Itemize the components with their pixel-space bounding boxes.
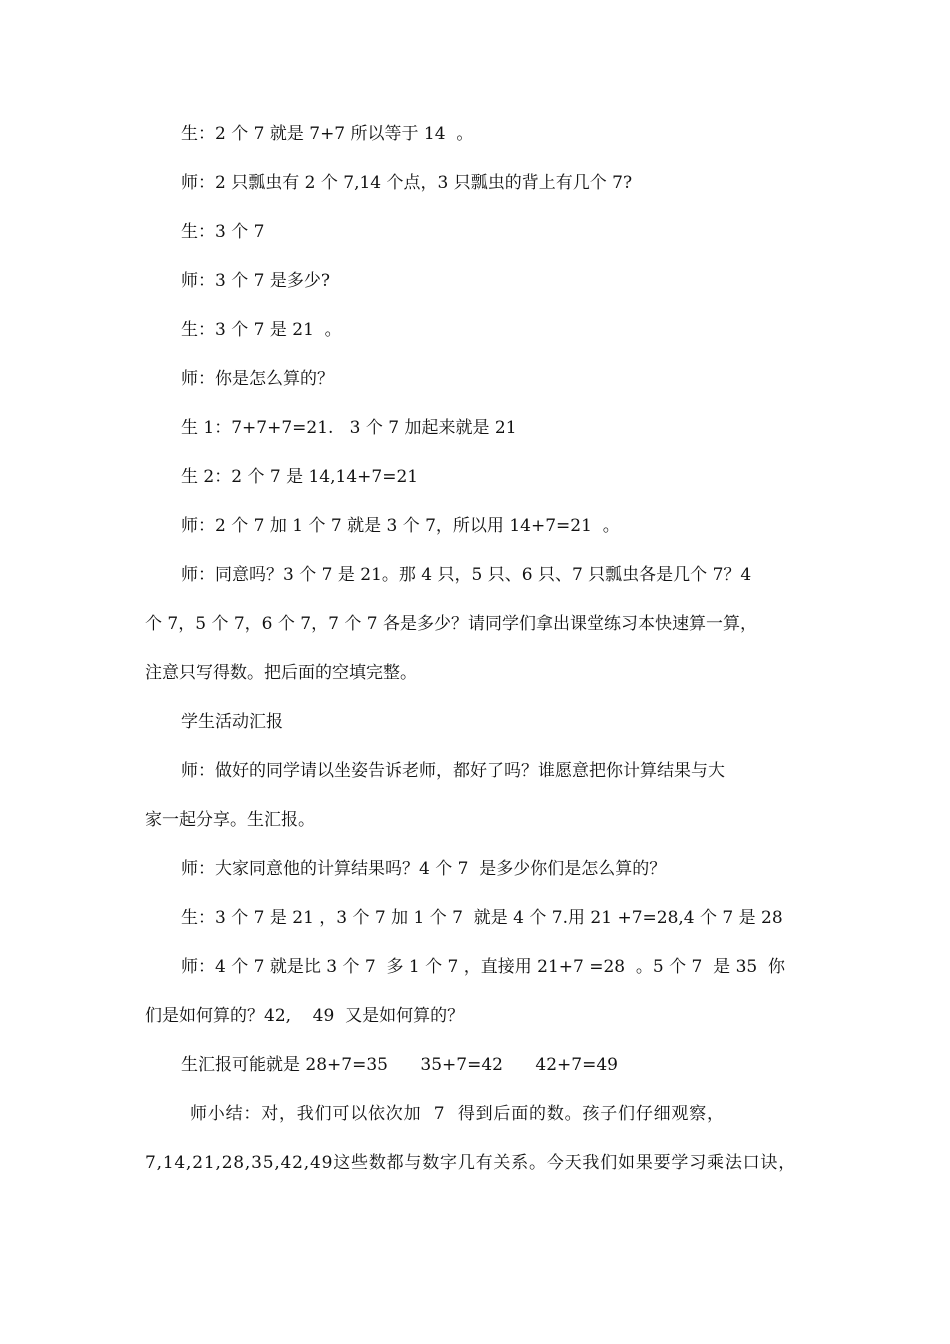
dialogue-line: 师：2 只瓢虫有 2 个 7,14 个点，3 只瓢虫的背上有几个 7? [181, 173, 633, 193]
section-line: 学生活动汇报 [181, 712, 283, 732]
dialogue-line: 生：3 个 7 [181, 222, 265, 242]
dialogue-line: 师：2 个 7 加 1 个 7 就是 3 个 7，所以用 14+7=21 。 [181, 516, 620, 536]
dialogue-line: 生：2 个 7 就是 7+7 所以等于 14 。 [181, 124, 474, 144]
document-body [145, 122, 797, 1175]
dialogue-line: 生：3 个 7 是 21 ，3 个 7 加 1 个 7 就是 4 个 7.用 21 +7=28,4 个 7 是 28 [181, 908, 783, 928]
dialogue-line: 们是如何算的？42, 49 又是如何算的？ [145, 1006, 465, 1026]
dialogue-line: 师：你是怎么算的？ [181, 369, 334, 389]
summary-line: 师小结：对，我们可以依次加 7 得到后面的数。孩子们仔细观察， [190, 1104, 725, 1124]
dialogue-line: 师：3 个 7 是多少? [181, 271, 330, 291]
dialogue-line: 师：大家同意他的计算结果吗？4 个 7 是多少你们是怎么算的？ [181, 859, 667, 879]
summary-line: 7,14,21,28,35,42,49这些数都与数字几有关系。今天我们如果要学习乘法口诀， [145, 1153, 797, 1173]
dialogue-line: 个 7，5 个 7，6 个 7，7 个 7 各是多少？请同学们拿出课堂练习本快速算一算， [145, 614, 757, 634]
dialogue-line: 师：做好的同学请以坐姿告诉老师，都好了吗？谁愿意把你计算结果与大 [181, 761, 725, 781]
dialogue-line: 生 1：7+7+7=21. 3 个 7 加起来就是 21 [181, 418, 517, 438]
dialogue-line: 生：3 个 7 是 21 。 [181, 320, 342, 340]
dialogue-line: 师：4 个 7 就是比 3 个 7 多 1 个 7 ，直接用 21+7 =28 。5 个 7 是 35 你 [181, 957, 786, 977]
dialogue-line: 生 2：2 个 7 是 14,14+7=21 [181, 467, 419, 487]
dialogue-line: 生汇报可能就是 28+7=35 35+7=42 42+7=49 [181, 1055, 618, 1075]
dialogue-line: 师：同意吗？3 个 7 是 21。那 4 只，5 只、6 只、7 只瓢虫各是几个 7？4 [181, 565, 752, 585]
dialogue-line: 注意只写得数。把后面的空填完整。 [145, 663, 417, 683]
dialogue-line: 家一起分享。生汇报。 [145, 810, 315, 830]
